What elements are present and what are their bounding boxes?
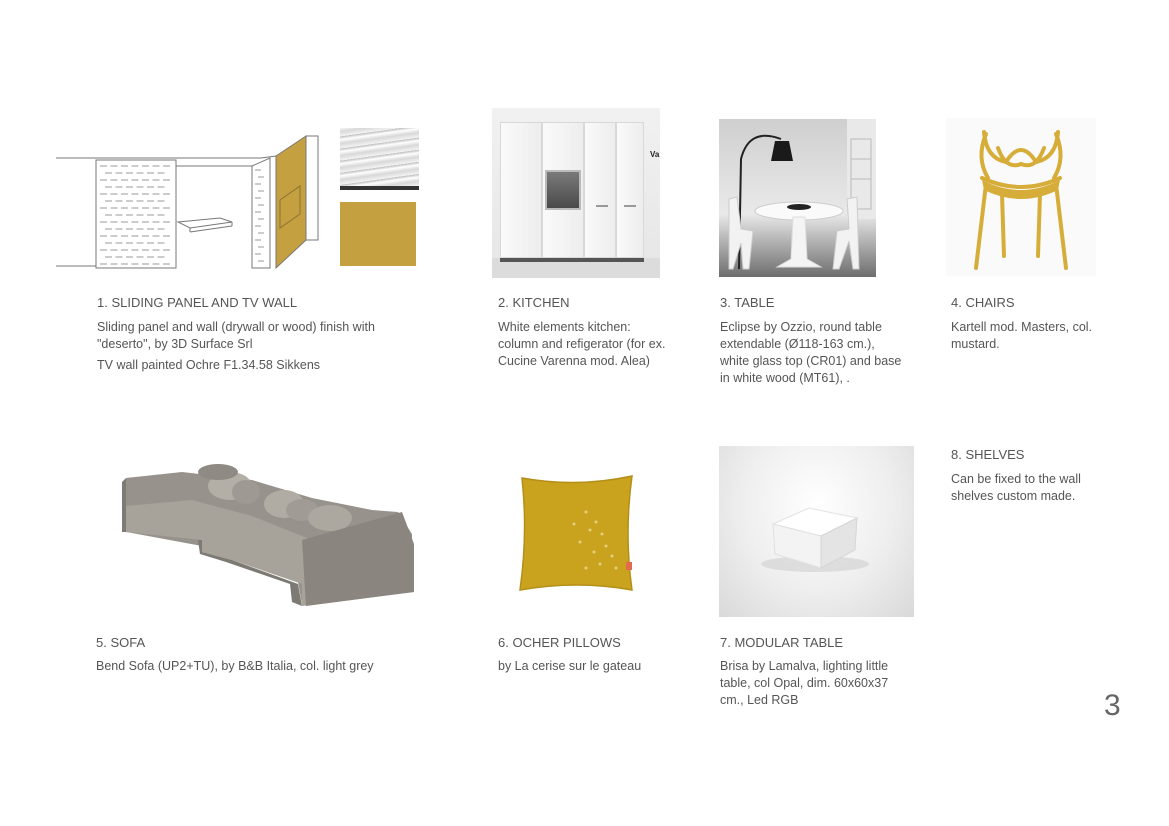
item-8-title: 8. SHELVES (951, 447, 1025, 462)
item-5-line-1: Bend Sofa (UP2+TU), by B&B Italia, col. light grey (96, 659, 374, 673)
item-1-line-2: TV wall painted Ochre F1.34.58 Sikkens (97, 358, 321, 372)
item-1-title: 1. SLIDING PANEL AND TV WALL (97, 295, 298, 310)
item-3-description (720, 319, 902, 391)
pillow-photo (516, 472, 638, 594)
sofa-photo (122, 460, 418, 610)
item-4-title: 4. CHAIRS (951, 295, 1015, 310)
item-3-title: 3. TABLE (720, 295, 775, 310)
item-7-line-1: Brisa by Lamalva, lighting little table, col Opal, dim. 60x60x37 cm., Led RGB (720, 659, 889, 707)
item-5-title: 5. SOFA (96, 635, 146, 650)
item-2-description (498, 319, 668, 374)
page-number: 3 (1104, 689, 1121, 722)
table-photo (719, 119, 876, 277)
item-1-description (97, 319, 417, 378)
chair-photo (946, 118, 1096, 276)
item-8-description (951, 471, 1111, 509)
ochre-color-swatch (340, 202, 416, 266)
item-8-line-1: Can be fixed to the wall shelves custom made. (951, 472, 1081, 503)
item-3-line-1: Eclipse by Ozzio, round table extendable (Ø118-163 cm.), white glass top (CR01) and base in white wood (MT61), . (720, 320, 902, 385)
item-2-title: 2. KITCHEN (498, 295, 570, 310)
wave-texture-sample (340, 128, 419, 190)
item-5-description (96, 658, 436, 679)
item-6-line-1: by La cerise sur le gateau (498, 659, 642, 673)
kitchen-photo (492, 108, 660, 278)
item-1-line-1: Sliding panel and wall (drywall or wood) finish with "deserto", by 3D Surface Srl (97, 320, 375, 351)
modular-table-photo (719, 446, 914, 617)
sliding-panel-drawing (56, 130, 324, 272)
kitchen-brand-text: Va (650, 150, 660, 159)
item-7-title: 7. MODULAR TABLE (720, 635, 844, 650)
item-6-title: 6. OCHER PILLOWS (498, 635, 621, 650)
item-4-line-1: Kartell mod. Masters, col. mustard. (951, 320, 1093, 351)
item-4-description (951, 319, 1121, 357)
item-2-line-1: White elements kitchen: column and refigerator (for ex. Cucine Varenna mod. Alea) (498, 320, 666, 368)
item-6-description (498, 658, 688, 679)
item-7-description (720, 658, 912, 713)
